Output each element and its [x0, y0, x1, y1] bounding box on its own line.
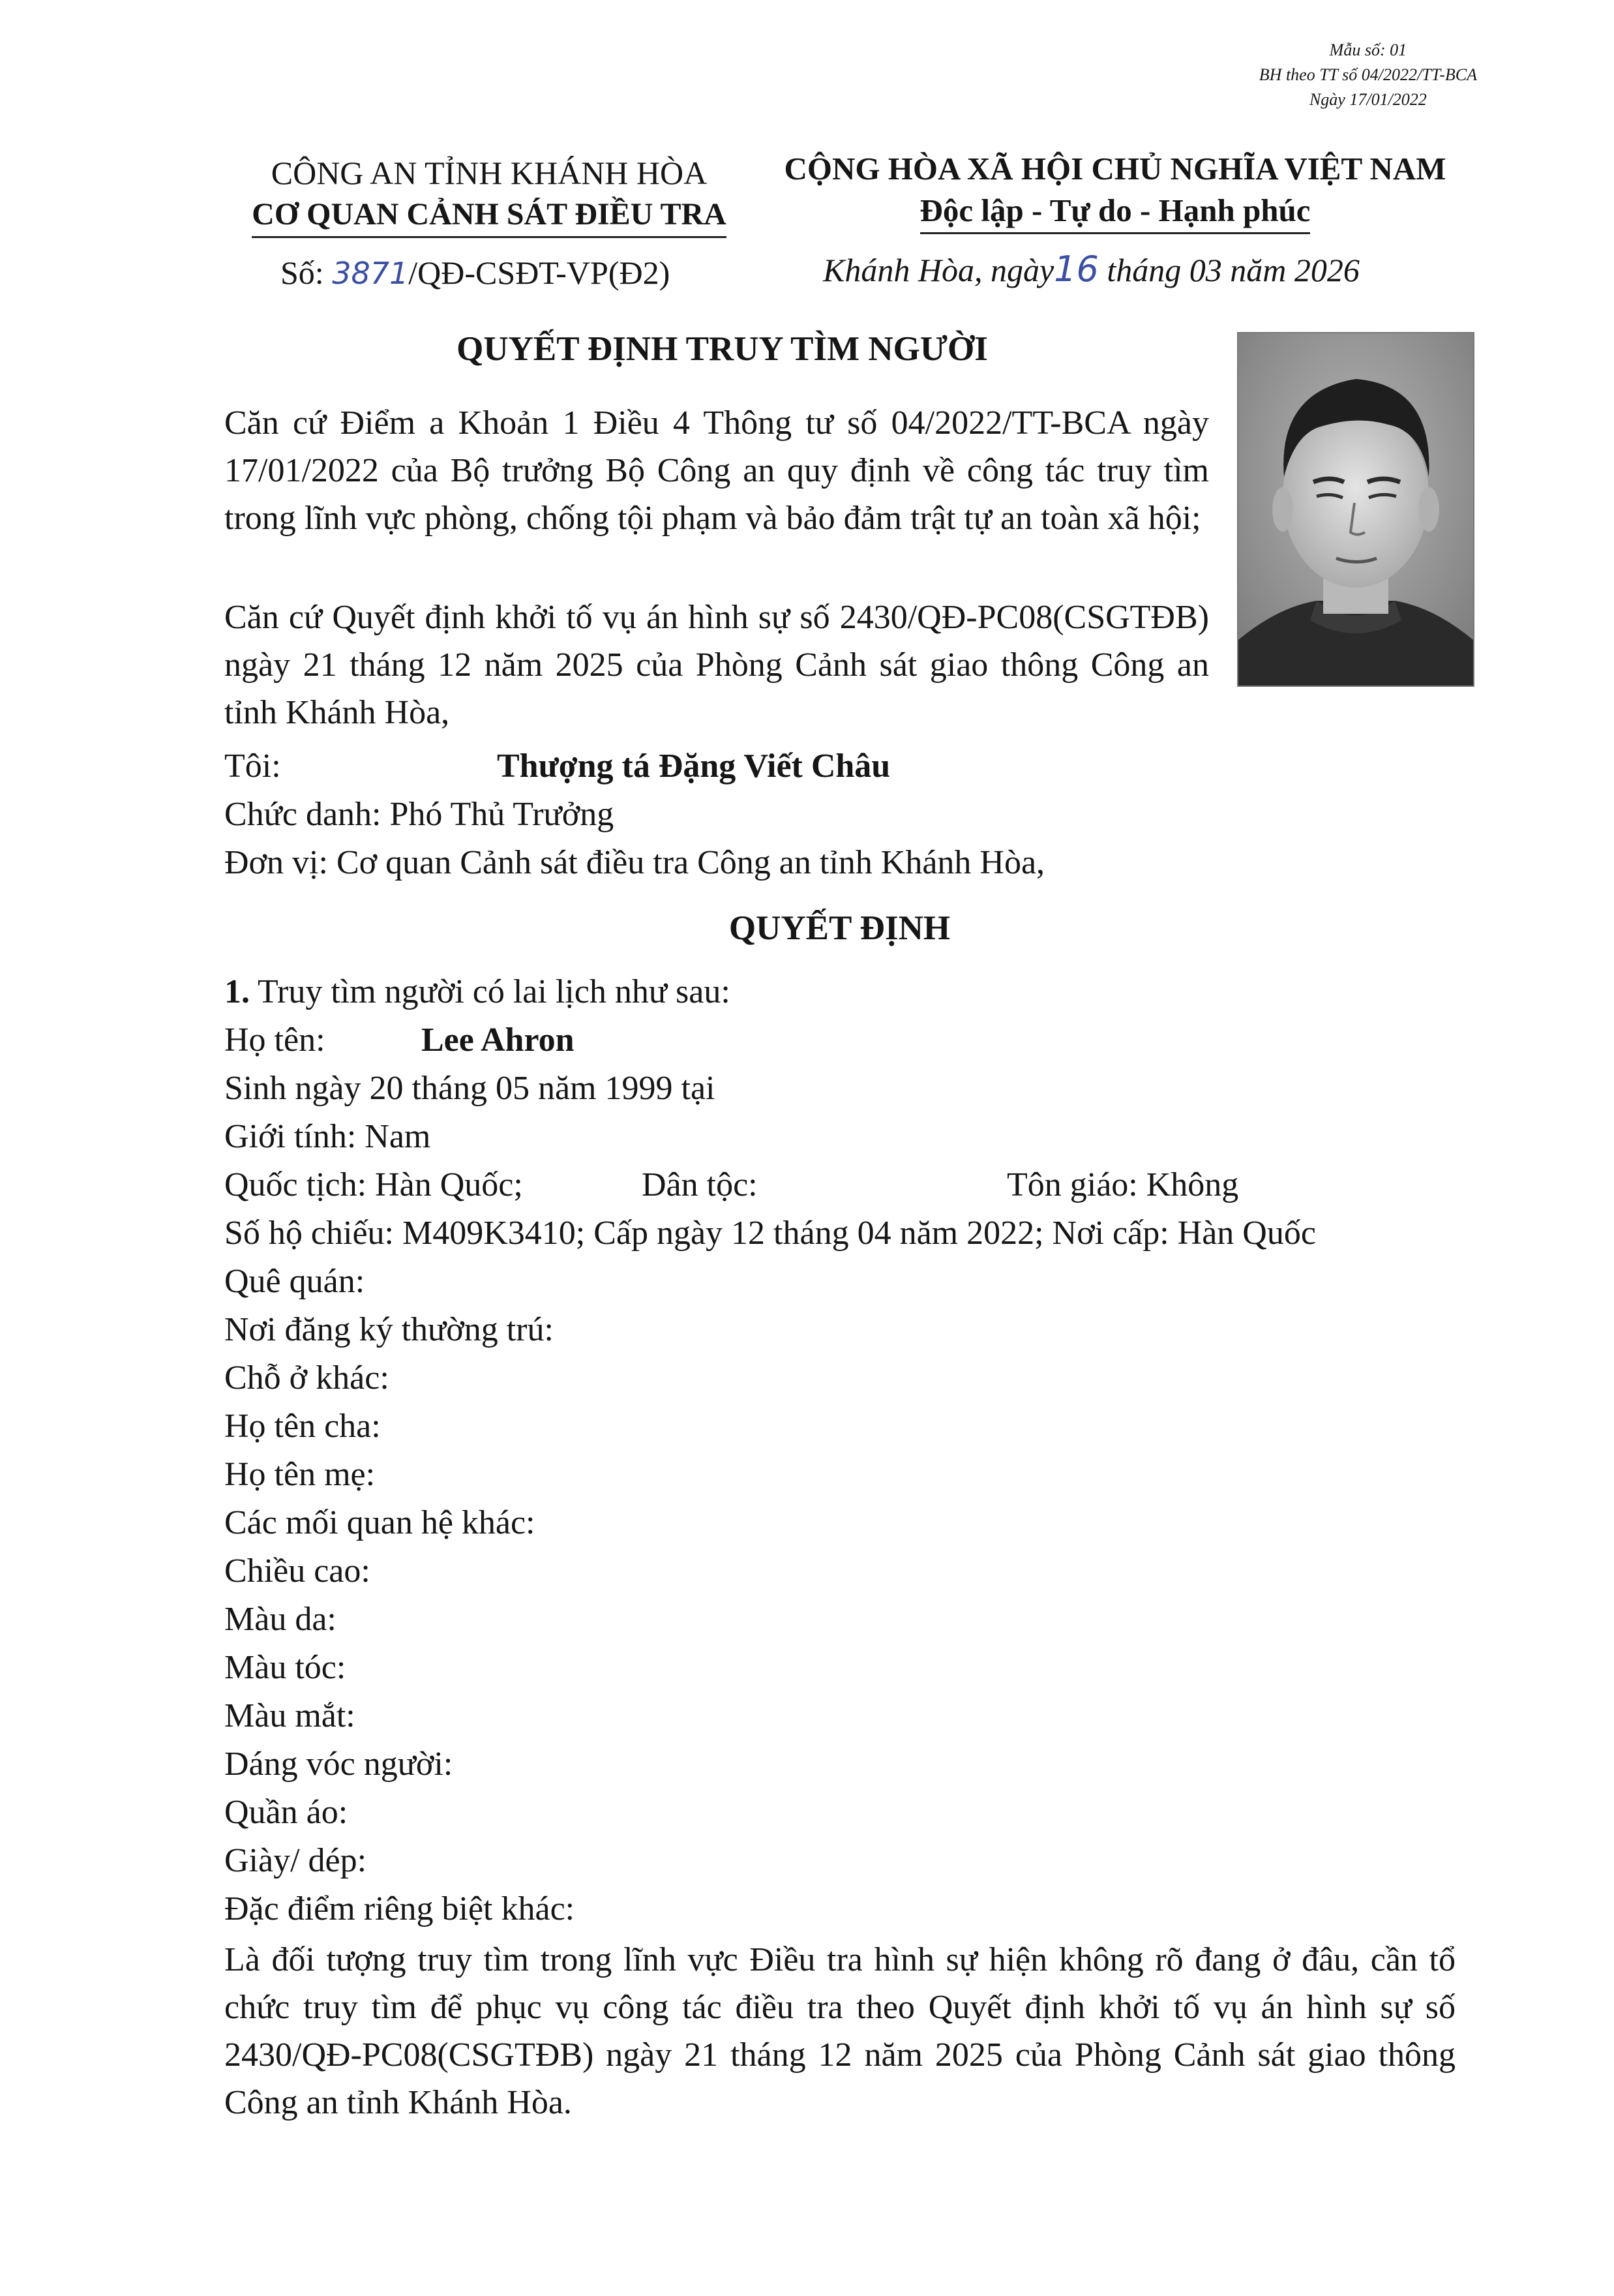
hometown-row: Quê quán: [224, 1263, 365, 1300]
form-reference [1259, 38, 1477, 112]
residence-row: Nơi đăng ký thường trú: [224, 1311, 554, 1348]
clothes-row: Quần áo: [224, 1794, 348, 1831]
relations-row: Các mối quan hệ khác: [224, 1504, 535, 1541]
country-name: CỘNG HÒA XÃ HỘI CHỦ NGHĨA VIỆT NAM [784, 151, 1446, 187]
portrait-image [1238, 333, 1473, 686]
item-number: 1. [224, 973, 250, 1010]
legal-basis-2: Căn cứ Quyết định khởi tố vụ án hình sự số 2430/QĐ-PC08(CSGTĐB) ngày 21 tháng 12 năm 2025 của Phòng Cảnh sát giao thông Công an tỉnh Khánh Hòa, [224, 599, 1209, 731]
doc-number-suffix: /QĐ-CSĐT-VP(Đ2) [408, 254, 670, 291]
issuer-position: Chức danh: Phó Thủ Trưởng [224, 796, 614, 833]
form-ref-line2: BH theo TT số 04/2022/TT-BCA [1259, 65, 1477, 84]
shoes-row: Giày/ dép: [224, 1842, 367, 1879]
father-row: Họ tên cha: [224, 1408, 381, 1445]
passport-row: Số hộ chiếu: M409K3410; Cấp ngày 12 tháng 04 năm 2022; Nơi cấp: Hàn Quốc [224, 1215, 1316, 1252]
issuer-label: Tôi: [224, 748, 281, 785]
legal-basis-1: Căn cứ Điểm a Khoản 1 Điều 4 Thông tư số 04/2022/TT-BCA ngày 17/01/2022 của Bộ trưởng Bộ Công an quy định về công tác truy tìm trong lĩnh vực phòng, chống tội phạm và bảo đảm trật tự an toàn xã hội; [224, 404, 1209, 537]
doc-number-handwritten: 3871 [332, 256, 409, 291]
height-row: Chiều cao: [224, 1552, 370, 1590]
decision-heading: QUYẾT ĐỊNH [728, 909, 951, 947]
nationality-row [224, 1161, 1268, 1209]
issuing-agency-header [238, 151, 740, 238]
doc-number-prefix: Số: [280, 254, 333, 291]
hair-row: Màu tóc: [224, 1649, 346, 1686]
suspect-photo [1237, 332, 1474, 687]
national-motto: Độc lập - Tự do - Hạnh phúc [920, 190, 1311, 234]
religion: Tôn giáo: Không [1007, 1166, 1239, 1203]
ethnicity: Dân tộc: [642, 1166, 758, 1203]
skin-row: Màu da: [224, 1601, 336, 1638]
date-prefix: Khánh Hòa, ngày [823, 252, 1054, 288]
item-text: Truy tìm người có lai lịch như sau: [250, 973, 730, 1010]
final-paragraph: Là đối tượng truy tìm trong lĩnh vực Điều tra hình sự hiện không rõ đang ở đâu, cần tổ chức truy tìm để phục vụ công tác điều tra theo Quyết định khởi tố vụ án hình sự số 2430/QĐ-PC08(CSGTĐB) ngày 21 tháng 12 năm 2025 của Phòng Cảnh sát giao thông Công an tỉnh Khánh Hòa. [224, 1941, 1456, 2121]
issuer-line [224, 742, 891, 790]
build-row: Dáng vóc người: [224, 1745, 453, 1783]
form-ref-line1: Mẫu số: 01 [1329, 40, 1407, 59]
agency-name: CƠ QUAN CẢNH SÁT ĐIỀU TRA [252, 194, 726, 238]
issuer-name: Thượng tá Đặng Viết Châu [497, 748, 891, 785]
form-ref-line3: Ngày 17/01/2022 [1309, 90, 1427, 109]
name-row [224, 1016, 575, 1064]
agency-parent: CÔNG AN TỈNH KHÁNH HÒA [271, 155, 708, 191]
features-row: Đặc điểm riêng biệt khác: [224, 1890, 575, 1927]
national-header [756, 147, 1474, 234]
other-address-row: Chỗ ở khác: [224, 1359, 389, 1397]
nationality: Quốc tịch: Hàn Quốc; [224, 1166, 523, 1203]
mother-row: Họ tên mẹ: [224, 1456, 376, 1493]
name-value: Lee Ahron [421, 1021, 575, 1059]
name-label: Họ tên: [224, 1021, 325, 1059]
document-date [823, 248, 1360, 292]
document-number [280, 251, 670, 295]
birth-row: Sinh ngày 20 tháng 05 năm 1999 tại [224, 1070, 715, 1107]
gender-row: Giới tính: Nam [224, 1118, 431, 1155]
date-day-handwritten: 16 [1054, 249, 1099, 290]
issuer-unit: Đơn vị: Cơ quan Cảnh sát điều tra Công an tỉnh Khánh Hòa, [224, 844, 1045, 881]
date-suffix: tháng 03 năm 2026 [1098, 252, 1360, 288]
decision-item-1 [224, 968, 730, 1016]
document-title: QUYẾT ĐỊNH TRUY TÌM NGƯỜI [456, 330, 988, 368]
eyes-row: Màu mắt: [224, 1697, 355, 1734]
